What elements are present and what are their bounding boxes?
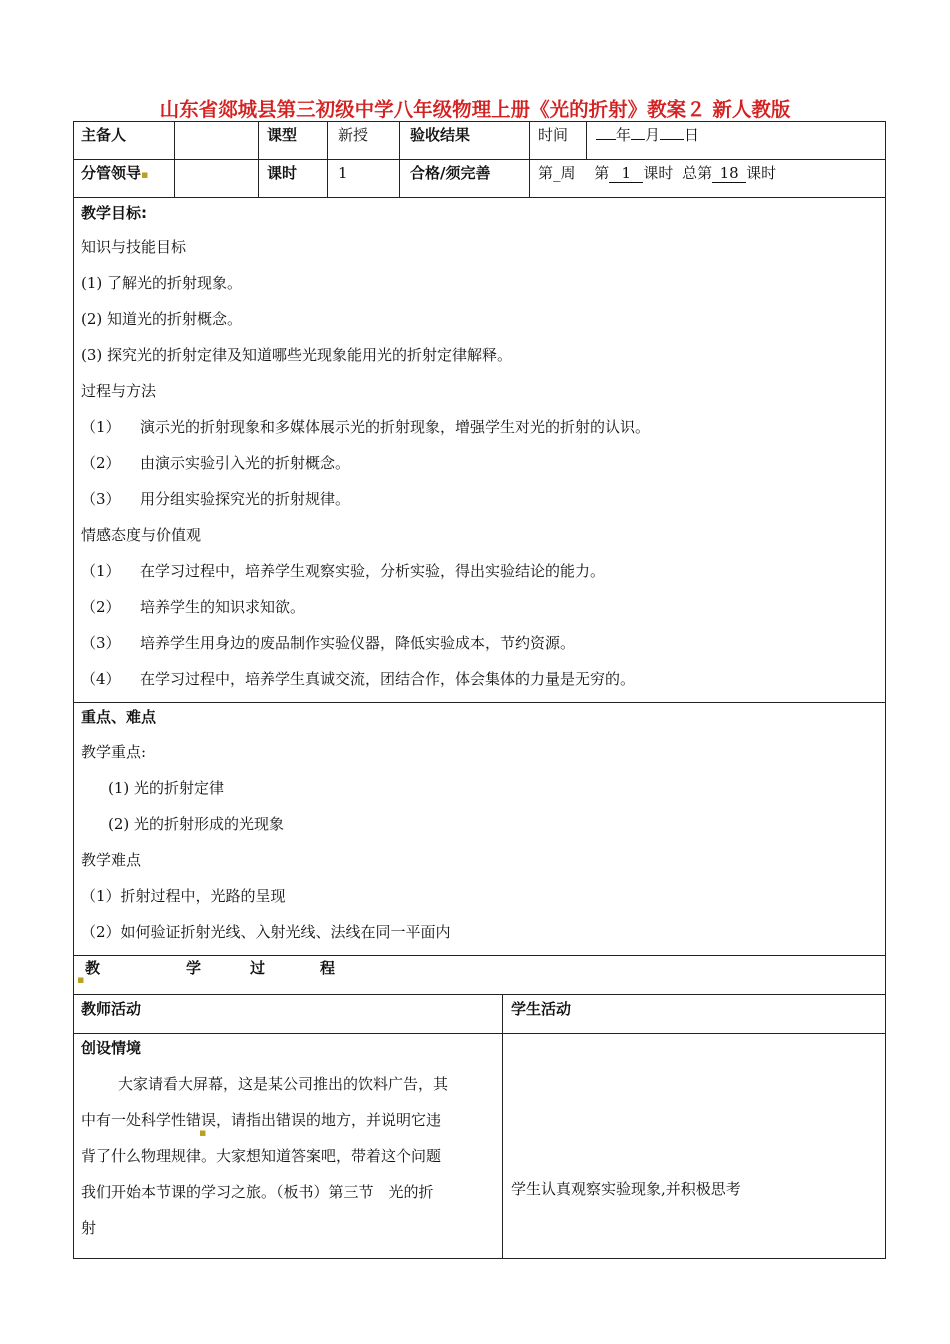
lesson-number: 1 [609, 165, 643, 183]
lead-teacher-label: 主备人 [81, 126, 127, 144]
attitude-item-text: 培养学生的知识求知欲。 [140, 598, 306, 616]
table-rule [73, 197, 886, 198]
table-rule [73, 994, 886, 995]
month-text: 月 [645, 126, 661, 144]
attitude-item-number: （4） [81, 670, 121, 688]
class-hours-value: 1 [338, 164, 348, 182]
attitude-item-text: 在学习过程中，培养学生观察实验，分析实验，得出实验结论的能力。 [140, 562, 606, 580]
supervisor-label: 分管领导▪ [81, 164, 149, 182]
scenario-line: 我们开始本节课的学习之旅。（板书）第三节 光的折 [81, 1183, 434, 1201]
table-rule [73, 702, 886, 703]
attitude-item-text: 在学习过程中，培养学生真诚交流，团结合作，体会集体的力量是无穷的。 [140, 670, 636, 688]
process-item-text: 由演示实验引入光的折射概念。 [140, 454, 351, 472]
knowledge-item: (2) 知道光的折射概念。 [81, 310, 243, 328]
teaching-process-char: 过 [250, 959, 266, 977]
lesson-type-label: 课型 [267, 126, 298, 144]
total-number: 18 [712, 165, 746, 183]
difficulty-item: （2）如何验证折射光线、入射光线、法线在同一平面内 [81, 923, 451, 941]
table-rule [73, 1033, 886, 1034]
scenario-line: 背了什么物理规律。大家想知道答案吧，带着这个问题 [81, 1147, 442, 1165]
lesson-suffix: 课时 [643, 164, 674, 182]
class-hours-label: 课时 [267, 164, 298, 182]
lesson-prefix: 第 [594, 164, 610, 182]
scenario-line: 射 [81, 1219, 97, 1237]
knowledge-item: (1) 了解光的折射现象。 [81, 274, 243, 292]
table-rule [529, 121, 530, 197]
scenario-line: 大家请看大屏幕，这是某公司推出的饮料广告，其 [118, 1075, 449, 1093]
objectives-heading: 教学目标: [81, 204, 147, 222]
attitude-item-number: （1） [81, 562, 121, 580]
difficulty-title: 教学难点 [81, 851, 142, 869]
focus-item: (1) 光的折射定律 [108, 779, 225, 797]
decor-dot: ▪ [199, 1126, 207, 1139]
teacher-activity-header: 教师活动 [81, 1000, 142, 1018]
focus-title: 教学重点: [81, 743, 147, 761]
teaching-process-char: 程 [320, 959, 336, 977]
table-rule [502, 994, 503, 1258]
time-label: 时间 [538, 126, 569, 144]
total-prefix: 总第 [682, 164, 713, 182]
week-text: 第_周 [538, 164, 576, 182]
acceptance-result-label: 验收结果 [410, 126, 471, 144]
process-item-number: （1） [81, 418, 121, 436]
teaching-process-char: 学 [186, 959, 202, 977]
process-method-title: 过程与方法 [81, 382, 157, 400]
attitude-item-number: （2） [81, 598, 121, 616]
table-rule [399, 121, 400, 197]
student-activity-header: 学生活动 [511, 1000, 572, 1018]
table-rule [258, 121, 259, 197]
lesson-type-value: 新授 [338, 126, 369, 144]
attitude-item-number: （3） [81, 634, 121, 652]
student-activity-text: 学生认真观察实验现象,并积极思考 [511, 1180, 741, 1198]
process-item-number: （3） [81, 490, 121, 508]
difficulty-item: （1）折射过程中，光路的呈现 [81, 887, 286, 905]
scenario-line: 中有一处科学性错误，请指出错误的地方，并说明它违 [81, 1111, 442, 1129]
day-text: 日 [684, 126, 700, 144]
date-field [596, 125, 699, 145]
keypoints-heading: 重点、难点 [81, 708, 157, 726]
knowledge-title: 知识与技能目标 [81, 238, 187, 256]
teaching-process-char: 教 [85, 959, 101, 977]
attitude-item-text: 培养学生用身边的废品制作实验仪器，降低实验成本，节约资源。 [140, 634, 576, 652]
pass-status-label: 合格/须完善 [410, 164, 491, 182]
document-title: 山东省郯城县第三初级中学八年级物理上册《光的折射》教案２ 新人教版 [159, 98, 791, 121]
table-rule [73, 159, 886, 160]
decor-dot: ▪ [77, 973, 85, 986]
process-item-text: 用分组实验探究光的折射规律。 [140, 490, 351, 508]
table-rule [174, 121, 175, 197]
table-rule [327, 121, 328, 197]
process-item-text: 演示光的折射现象和多媒体展示光的折射现象，增强学生对光的折射的认识。 [140, 418, 651, 436]
process-item-number: （2） [81, 454, 121, 472]
focus-item: (2) 光的折射形成的光现象 [108, 815, 285, 833]
attitude-title: 情感态度与价值观 [81, 526, 202, 544]
day-blank [660, 139, 684, 140]
table-rule [586, 121, 587, 159]
month-blank [631, 139, 645, 140]
week-lesson-info [538, 163, 776, 183]
year-blank [596, 139, 616, 140]
scenario-title: 创设情境 [81, 1039, 142, 1057]
knowledge-item: (3) 探究光的折射定律及知道哪些光现象能用光的折射定律解释。 [81, 346, 513, 364]
table-rule [73, 955, 886, 956]
total-suffix: 课时 [746, 164, 777, 182]
year-text: 年 [616, 126, 632, 144]
